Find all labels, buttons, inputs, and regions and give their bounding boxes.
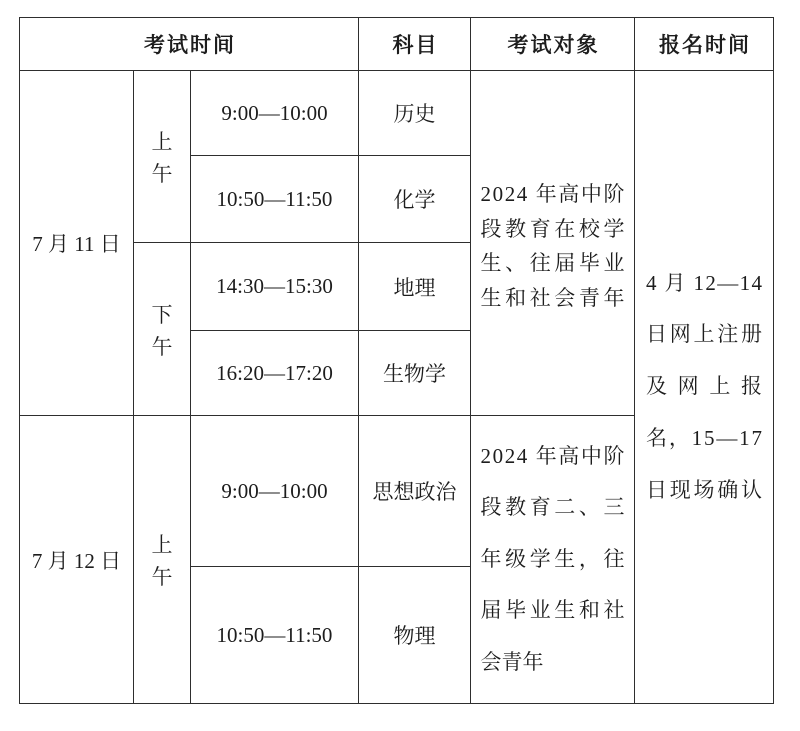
exam-target-text <box>480 431 629 689</box>
header-exam-time: 考试时间 <box>20 18 359 71</box>
time-cell <box>191 156 359 243</box>
registration-line: 日现场确认 <box>646 477 765 502</box>
time-label: 9:00—10:00 <box>221 478 328 503</box>
time-cell <box>191 567 359 704</box>
period-label: 上午 <box>151 533 173 589</box>
date-cell <box>20 71 134 416</box>
exam-schedule-table <box>19 17 774 704</box>
exam-target-line: 段教育在校学 <box>480 216 629 241</box>
exam-target-line: 段教育二、三 <box>480 495 629 520</box>
time-label: 10:50—11:50 <box>216 622 333 647</box>
subject-label: 生物学 <box>383 362 446 386</box>
exam-target-line: 生、往届毕业 <box>480 251 629 275</box>
exam-target-text <box>480 177 629 315</box>
date-label: 7 月 11 日 <box>32 232 121 256</box>
time-label: 14:30—15:30 <box>216 274 333 298</box>
exam-target-cell <box>471 416 635 704</box>
subject-cell <box>359 416 471 567</box>
period-cell <box>134 243 191 416</box>
date-cell <box>20 416 134 704</box>
subject-label: 历史 <box>393 102 436 126</box>
registration-line: 名，15—17 <box>646 425 764 450</box>
exam-target-line: 届毕业生和社 <box>480 598 629 623</box>
exam-target-line: 生和社会青年 <box>480 285 629 310</box>
period-label: 下午 <box>151 302 173 359</box>
time-label: 10:50—11:50 <box>216 186 333 211</box>
time-cell <box>191 331 359 416</box>
subject-label: 物理 <box>393 624 436 648</box>
subject-cell <box>359 71 471 156</box>
time-label: 16:20—17:20 <box>216 360 333 385</box>
exam-target-line: 年级学生，往 <box>480 546 629 571</box>
subject-cell <box>359 243 471 331</box>
subject-cell <box>359 567 471 704</box>
registration-cell <box>635 71 774 704</box>
subject-label: 地理 <box>393 275 436 300</box>
registration-line: 日网上注册 <box>646 322 765 347</box>
registration-text <box>646 258 765 517</box>
period-label: 上午 <box>151 130 173 186</box>
header-subject: 科目 <box>359 18 471 71</box>
time-cell <box>191 416 359 567</box>
subject-label: 化学 <box>393 188 436 212</box>
registration-line: 4 月 12—14 <box>646 270 764 295</box>
period-cell <box>134 71 191 243</box>
time-label: 9:00—10:00 <box>221 100 328 125</box>
header-registration-time: 报名时间 <box>635 18 774 71</box>
exam-target-line: 会青年 <box>480 649 544 674</box>
date-label: 7 月 12 日 <box>31 548 122 573</box>
exam-target-cell <box>471 71 635 416</box>
subject-label: 思想政治 <box>372 480 457 504</box>
period-cell <box>134 416 191 704</box>
exam-target-line: 2024 年高中阶 <box>480 443 627 468</box>
header-exam-target: 考试对象 <box>471 18 635 71</box>
time-cell <box>191 243 359 331</box>
subject-cell <box>359 331 471 416</box>
exam-target-line: 2024 年高中阶 <box>480 182 627 206</box>
subject-cell <box>359 156 471 243</box>
registration-line: 及 网 上 报 <box>646 374 765 399</box>
time-cell <box>191 71 359 156</box>
